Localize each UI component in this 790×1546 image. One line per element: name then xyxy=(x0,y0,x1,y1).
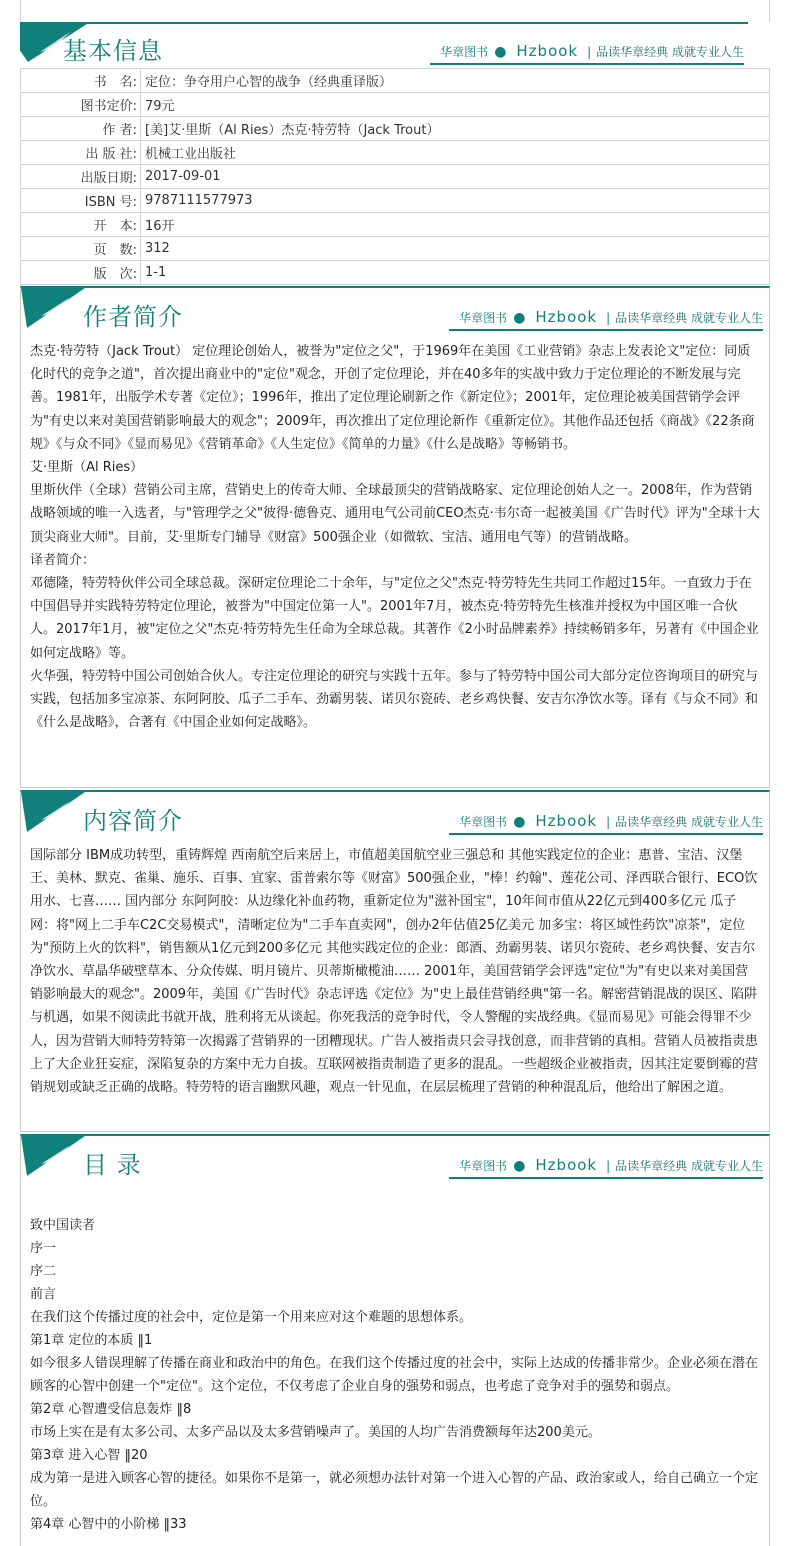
header-rule xyxy=(66,22,748,24)
section-wedge-icon xyxy=(21,1136,91,1182)
info-label: 版 次: xyxy=(21,261,141,285)
toc-item: 序二 xyxy=(30,1264,57,1279)
info-value: 2017-09-01 xyxy=(141,165,770,189)
info-value: 312 xyxy=(141,237,770,261)
info-value: 1-1 xyxy=(141,261,770,285)
info-label: 页 数: xyxy=(21,237,141,261)
brand-sep: | xyxy=(606,815,611,829)
info-label: 书 名: xyxy=(21,69,141,93)
info-label: 开 本: xyxy=(21,213,141,237)
brand-tag xyxy=(449,1156,763,1179)
table-row xyxy=(21,189,770,213)
toc-item: 第4章 心智中的小阶梯 ‖33 xyxy=(30,1517,187,1532)
brand-dot-icon: ● xyxy=(494,44,507,60)
toc-item: 第3章 进入心智 ‖20 xyxy=(30,1448,148,1463)
toc-box xyxy=(20,1180,770,1546)
toc-item: 市场上实在是有太多公司、太多产品以及太多营销噪声了。美国的人均广告消费额每年达200美元。 xyxy=(30,1425,601,1440)
info-value: 16开 xyxy=(141,213,770,237)
section-title-toc: 目 录 xyxy=(83,1151,142,1179)
toc-item: 致中国读者 xyxy=(30,1218,96,1233)
content-section xyxy=(20,790,770,1132)
section-wedge-icon xyxy=(21,288,91,334)
content-para: 国际部分 IBM成功转型，重铸辉煌 西南航空后来居上，市值超美国航空业三强总和 其他实践定位的企业：惠普、宝洁、汉堡王、美林、默克、雀巢、施乐、百事、宜家、雷普索尔等《财富》500强企业，"棒！约翰"、莲花公司、泽西联合银行、ECO饮用水、七喜…… 国内部分 东阿阿胶：从边缘化补血药物，重新定位为"滋补国宝"，10年间市值从22亿元到400多亿元 瓜子网：将"网上二手车C2C交易模式"，清晰定位为"二手车直卖网"，创办2年估值25亿美元 加多宝：将区域性药饮"凉茶"，定位为"预防上火的饮料"，销售额从1亿元到200多亿元 其他实践定位的企业：郎酒、劲霸男装、诺贝尔瓷砖、老乡鸡快餐、安吉尔净饮水、草晶华破壁草本、分众传媒、明月镜片、贝蒂斯橄榄油…… 2001年，美国营销学会评选"定位"为"有史以来对美国营销影响最大的观念"。2009年，美国《广告时代》杂志评选《定位》为"史上最佳营销经典"第一名。解密营销混战的误区、陷阱与机遇，如果不阅读此书就开战，胜利将无从谈起。你死我活的竞争时代，令人警醒的实战经典。《显而易见》可能会得罪不少人，因为营销大师特劳特第一次揭露了营销界的一团糟现状。广告人被指责只会寻找创意，而非营销的真相。营销人员被指责患上了大企业狂妄症，深陷复杂的方案中无力自拔。互联网被指责制造了更多的混乱。一些超级企业被指责，因其注定要倒霉的营销规划或缺乏正确的战略。特劳特的语言幽默风趣，观点一针见血，在层层梳理了营销的种种混乱后，他给出了解困之道。 xyxy=(30,848,759,1096)
brand-sep: | xyxy=(587,45,592,59)
info-label: 作 者: xyxy=(21,117,141,141)
info-label: 图书定价: xyxy=(21,93,141,117)
basic-info-header xyxy=(20,22,770,68)
table-row xyxy=(21,165,770,189)
info-label: ISBN 号: xyxy=(21,189,141,213)
brand-tag xyxy=(430,42,744,65)
author-para: 译者简介： xyxy=(30,552,96,568)
table-row xyxy=(21,237,770,261)
section-title-author: 作者简介 xyxy=(83,303,183,331)
brand-en: Hzbook xyxy=(535,308,598,326)
info-label: 出 版 社: xyxy=(21,141,141,165)
brand-tag xyxy=(449,812,763,835)
book-info-table xyxy=(20,68,770,285)
author-section xyxy=(20,286,770,788)
info-value: 9787111577973 xyxy=(141,189,770,213)
brand-cn: 华章图书 xyxy=(440,45,489,59)
table-row xyxy=(21,69,770,93)
brand-slogan: 品读华章经典 成就专业人生 xyxy=(615,311,763,325)
brand-en: Hzbook xyxy=(535,812,598,830)
toc-item: 前言 xyxy=(30,1287,57,1302)
brand-dot-icon: ● xyxy=(513,814,526,830)
table-row xyxy=(21,141,770,165)
info-value: [美]艾·里斯（Al Ries）杰克·特劳特（Jack Trout） xyxy=(141,117,770,141)
brand-slogan: 品读华章经典 成就专业人生 xyxy=(615,1159,763,1173)
basic-info-section xyxy=(20,22,770,285)
toc-section xyxy=(20,1134,770,1546)
brand-cn: 华章图书 xyxy=(459,311,508,325)
info-label: 出版日期: xyxy=(21,165,141,189)
brand-slogan: 品读华章经典 成就专业人生 xyxy=(615,815,763,829)
toc-item: 序一 xyxy=(30,1241,57,1256)
toc-item: 如今很多人错误理解了传播在商业和政治中的角色。在我们这个传播过度的社会中，实际上达成的传播非常少。企业必须在潜在顾客的心智中创建一个"定位"。这个定位，不仅考虑了企业自身的强势和弱点，也考虑了竞争对手的强势和弱点。 xyxy=(30,1356,759,1394)
brand-dot-icon: ● xyxy=(513,310,526,326)
brand-slogan: 品读华章经典 成就专业人生 xyxy=(596,45,744,59)
toc-item: 在我们这个传播过度的社会中，定位是第一个用来应对这个难题的思想体系。 xyxy=(30,1310,473,1325)
brand-cn: 华章图书 xyxy=(459,815,508,829)
author-intro-box xyxy=(20,332,770,788)
toc-header xyxy=(20,1134,770,1180)
table-row xyxy=(21,93,770,117)
info-value: 79元 xyxy=(141,93,770,117)
brand-en: Hzbook xyxy=(516,42,579,60)
brand-tag xyxy=(449,308,763,331)
author-para: 火华强，特劳特中国公司创始合伙人。专注定位理论的研究与实践十五年。参与了特劳特中国公司大部分定位咨询项目的研究与实践，包括加多宝凉茶、东阿阿胶、瓜子二手车、劲霸男装、诺贝尔瓷砖、老乡鸡快餐、安吉尔净饮水等。译有《与众不同》和《什么是战略》，合著有《中国企业如何定战略》。 xyxy=(30,668,759,731)
author-para: 里斯伙伴（全球）营销公司主席，营销史上的传奇大师、全球最顶尖的营销战略家、定位理论创始人之一。2008年，作为营销战略领域的唯一入选者，与"管理学之父"彼得·德鲁克、通用电气公司前CEO杰克·韦尔奇一起被美国《广告时代》评为"全球十大顶尖商业大师"。目前，艾·里斯专门辅导《财富》500强企业（如微软、宝洁、通用电气等）的营销战略。 xyxy=(30,483,760,545)
info-value: 机械工业出版社 xyxy=(141,141,770,165)
info-value: 定位：争夺用户心智的战争（经典重译版） xyxy=(141,69,770,93)
brand-en: Hzbook xyxy=(535,1156,598,1174)
brand-cn: 华章图书 xyxy=(459,1159,508,1173)
section-title-content: 内容简介 xyxy=(83,807,183,835)
brand-sep: | xyxy=(606,311,611,325)
table-row xyxy=(21,261,770,285)
toc-item: 成为第一是进入顾客心智的捷径。如果你不是第一，就必须想办法针对第一个进入心智的产品、政治家或人，给自己确立一个定位。 xyxy=(30,1471,759,1509)
author-para: 杰克·特劳特（Jack Trout） 定位理论创始人，被誉为"定位之父"，于1969年在美国《工业营销》杂志上发表论文"定位：同质化时代的竞争之道"，首次提出商业中的"定位"观念，开创了定位理论，并在40多年的实战中致力于定位理论的不断发展与完善。1981年，出版学术专著《定位》；1996年，推出了定位理论刷新之作《新定位》；2001年，定位理论被美国营销学会评为"有史以来对美国营销影响最大的观念"；2009年，再次推出了定位理论新作《重新定位》。其他作品还包括《商战》《22条商规》《与众不同》《显而易见》《营销革命》《人生定位》《简单的力量》《什么是战略》等畅销书。 xyxy=(30,344,755,452)
author-para: 邓德隆，特劳特伙伴公司全球总裁。深研定位理论二十余年，与"定位之父"杰克·特劳特先生共同工作超过15年。一直致力于在中国倡导并实践特劳特定位理论，被誉为"中国定位第一人"。2001年7月，被杰克·特劳特先生核准并授权为中国区唯一合伙人。2017年1月，被"定位之父"杰克·特劳特先生任命为全球总裁。其著作《2小时品牌素养》持续畅销多年，另著有《中国企业如何定战略》等。 xyxy=(30,576,759,661)
table-row xyxy=(21,213,770,237)
author-header xyxy=(20,286,770,332)
brand-sep: | xyxy=(606,1159,611,1173)
content-header xyxy=(20,790,770,836)
content-intro-box xyxy=(20,836,770,1132)
section-title-basic: 基本信息 xyxy=(63,37,163,65)
top-frame xyxy=(20,0,770,22)
table-row xyxy=(21,117,770,141)
brand-dot-icon: ● xyxy=(513,1158,526,1174)
section-wedge-icon xyxy=(21,792,91,838)
toc-item: 第2章 心智遭受信息轰炸 ‖8 xyxy=(30,1402,192,1417)
author-para: 艾·里斯（Al Ries） xyxy=(30,460,144,476)
toc-item: 第1章 定位的本质 ‖1 xyxy=(30,1333,153,1348)
